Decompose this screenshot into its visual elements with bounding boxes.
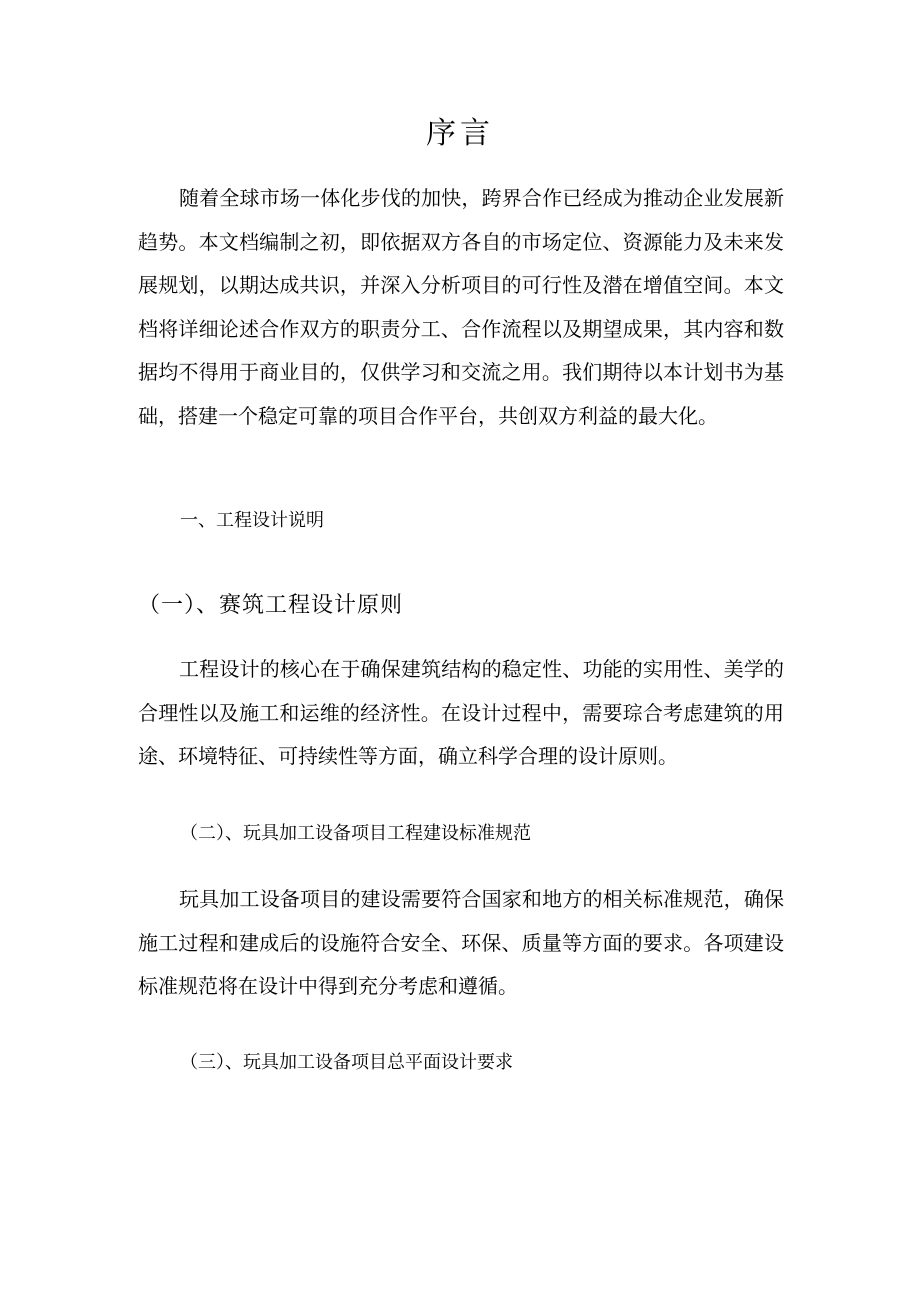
- subsection-heading-design-principles: （一）、赛筑工程设计原则: [138, 593, 404, 618]
- page-title: 序言: [426, 116, 494, 151]
- intro-paragraph: 随着全球市场一体化步伐的加快，跨界合作已经成为推动企业发展新趋势。本文档编制之初，即依据双方各自的市场定位、资源能力及未来发展规划，以期达成共识，并深入分析项目的可行性及潜在增值空间。本文档将详细论述合作双方的职责分工、合作流程以及期望成果，其内容和数据均不得用于商业目的，仅供学习和交流之用。我们期待以本计划书为基础，搭建一个稳定可靠的项目合作平台，共创双方利益的最大化。: [138, 186, 784, 428]
- section-heading-engineering-design: 一、工程设计说明: [180, 510, 324, 531]
- subsection-heading-site-plan-requirements: （三）、玩具加工设备项目总平面设计要求: [180, 1052, 513, 1073]
- subsection-heading-construction-standards: （二）、玩具加工设备项目工程建设标准规范: [180, 823, 531, 844]
- design-principles-paragraph: 工程设计的核心在于确保建筑结构的稳定性、功能的实用性、美学的合理性以及施工和运维的经济性。在设计过程中，需要琮合考虑建筑的用途、环境特征、可持续性等方面，确立科学合理的设计原则。: [138, 657, 784, 768]
- construction-standards-paragraph: 玩具加工设备项目的建设需要符合国家和地方的相关标准规范，确保施工过程和建成后的设施符合安全、环保、质量等方面的要求。各项建设标准规范将在设计中得到充分考虑和遵循。: [138, 887, 784, 998]
